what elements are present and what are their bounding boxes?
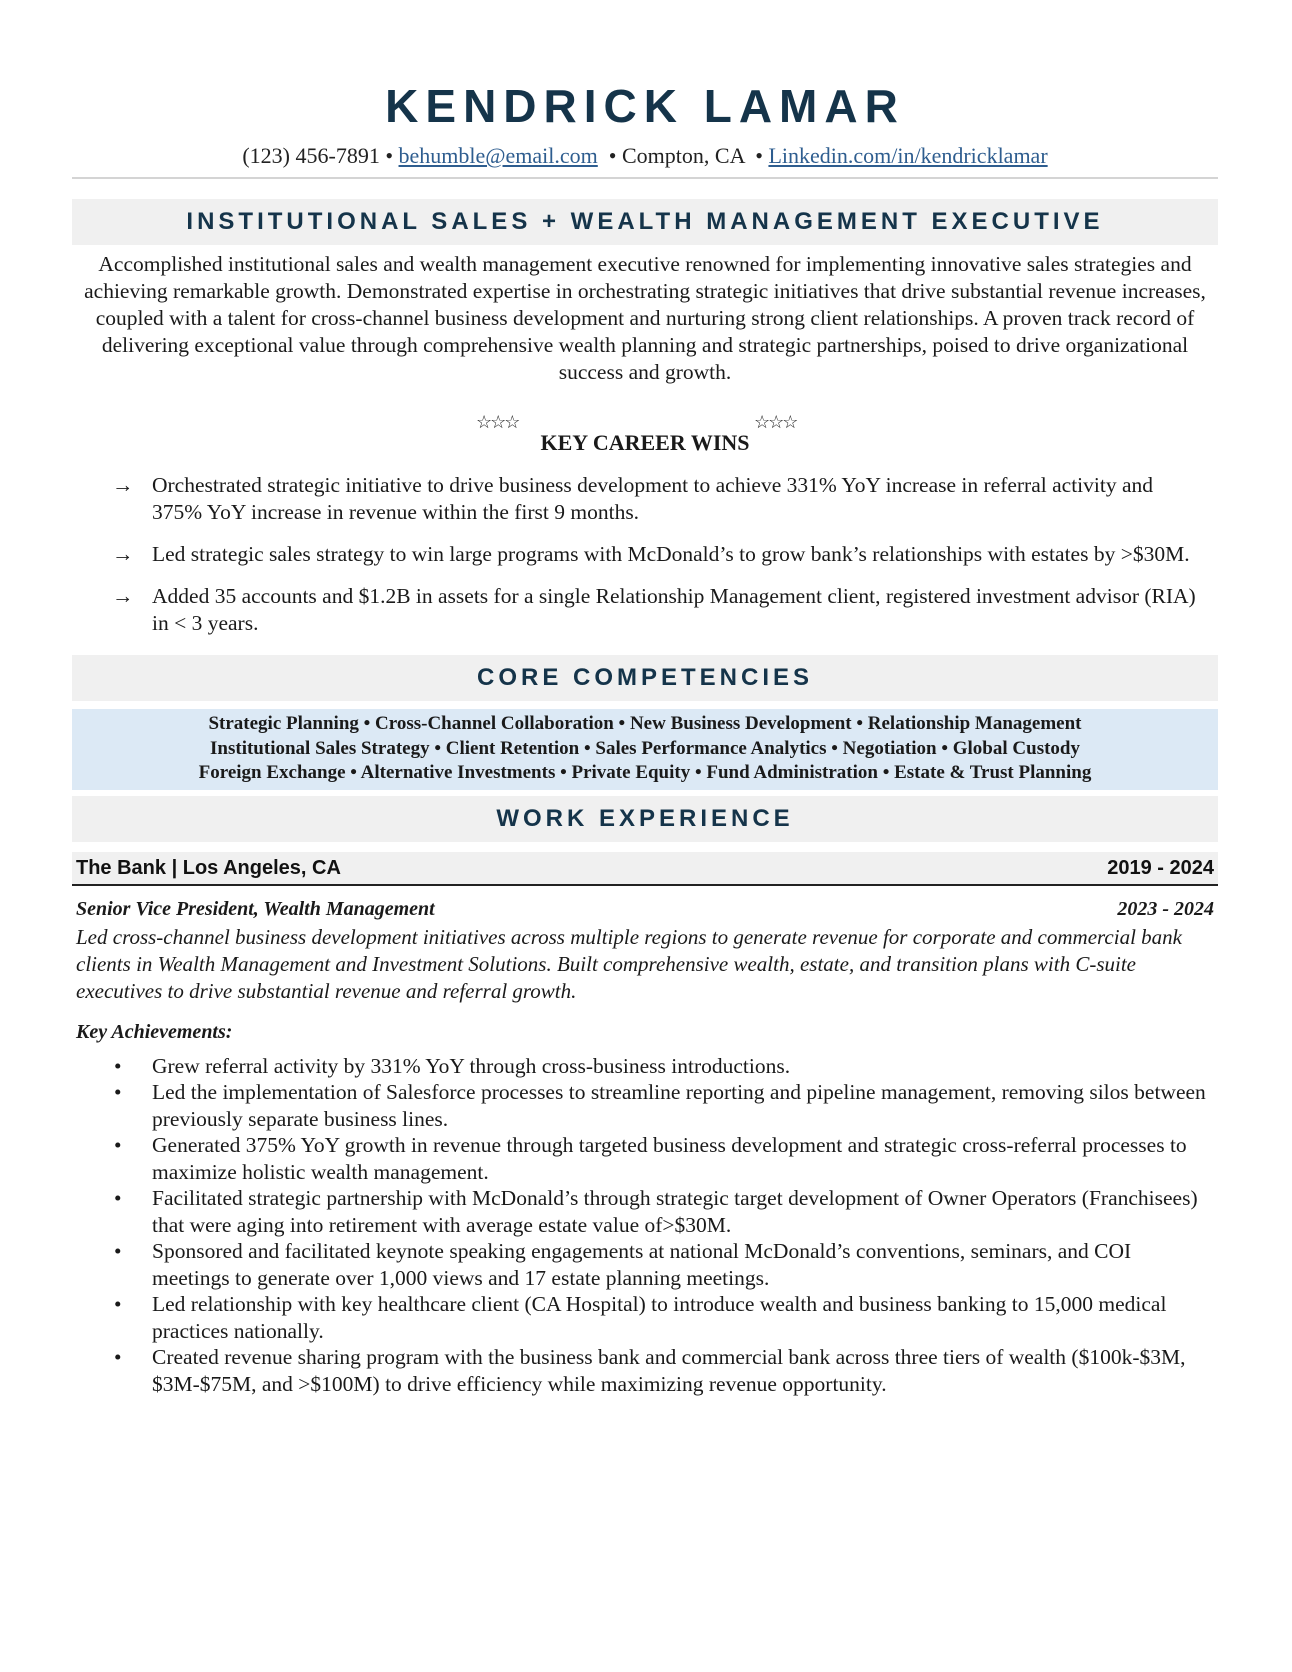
list-item [72, 1344, 1218, 1397]
employer: The Bank | Los Angeles, CA [76, 856, 341, 879]
contact-line [72, 142, 1218, 170]
arrow-icon: → [112, 542, 134, 566]
list-item-text: Generated 375% YoY growth in revenue through targeted business development and strategic cross-referral processes to maximize holistic wealth management. [152, 1133, 1187, 1184]
bullet-icon: • [114, 1345, 122, 1369]
list-item [72, 1291, 1218, 1344]
work-experience-heading: WORK EXPERIENCE [72, 796, 1218, 842]
list-item-text: Added 35 accounts and $1.2B in assets for a single Relationship Management client, registered investment advisor (RIA) in < 3 years. [152, 584, 1196, 635]
list-item [72, 583, 1218, 637]
bullet-icon: • [114, 1133, 122, 1157]
list-item [72, 541, 1218, 568]
list-item-text: Sponsored and facilitated keynote speaking engagements at national McDonald’s conventions, seminars, and COI meetings to generate over 1,000 views and 17 estate planning meetings. [152, 1239, 1132, 1290]
competency-line: Institutional Sales Strategy • Client Retention • Sales Performance Analytics • Negotiation • Global Custody [210, 737, 1080, 759]
list-item [72, 1238, 1218, 1291]
linkedin-link[interactable]: Linkedin.com/in/kendricklamar [768, 143, 1048, 168]
list-item-text: Led relationship with key healthcare client (CA Hospital) to introduce wealth and business banking to 15,000 medical practices nationally. [152, 1292, 1167, 1343]
stars-icon: ☆☆☆ [754, 412, 797, 433]
list-item [72, 1185, 1218, 1238]
list-item [72, 1079, 1218, 1132]
candidate-name: KENDRICK LAMAR [385, 80, 905, 132]
achievements-label: Key Achievements: [76, 1020, 233, 1043]
list-item [72, 472, 1218, 526]
list-item-text: Led the implementation of Salesforce processes to streamline reporting and pipeline management, removing silos between previously separate business lines. [152, 1080, 1206, 1131]
role-description: Led cross-channel business development initiatives across multiple regions to generate revenue for corporate and commercial bank clients in Wealth Management and Investment Solutions. Built comprehensive wealth, estate, and transition plans with C-suite executives to drive substantial revenue and referral growth. [76, 924, 1182, 1003]
role-title: Senior Vice President, Wealth Management [76, 897, 435, 920]
career-wins-list [72, 472, 1218, 637]
list-item [72, 1132, 1218, 1185]
header-divider [72, 177, 1218, 179]
separator: • [385, 143, 394, 168]
arrow-icon: → [112, 584, 134, 608]
summary: Accomplished institutional sales and wealth management executive renowned for implementing innovative sales strategies and achieving remarkable growth. Demonstrated expertise in orchestrating strategic initiatives that drive substantial revenue increases, coupled with a talent for cross-channel business development and nurturing strong client relationships. A proven track record of delivering exceptional value through comprehensive wealth planning and strategic partnerships, poised to drive organizational success and growth. [84, 252, 1206, 384]
achievements-list [72, 1053, 1218, 1398]
list-item-text: Led strategic sales strategy to win large programs with McDonald’s to grow bank’s relationships with estates by >$30M. [152, 542, 1190, 566]
phone: (123) 456-7891 [242, 143, 380, 168]
career-wins-title: KEY CAREER WINS [540, 430, 750, 455]
role-row [72, 896, 1218, 922]
separator: • [608, 143, 617, 168]
employer-dates: 2019 - 2024 [1107, 856, 1214, 879]
resume-page [72, 0, 1218, 1397]
competencies-box [72, 709, 1218, 790]
list-item-text: Orchestrated strategic initiative to drive business development to achieve 331% YoY increase in referral activity and 375% YoY increase in revenue within the first 9 months. [152, 473, 1154, 524]
employer-row [72, 852, 1218, 886]
bullet-icon: • [114, 1186, 122, 1210]
list-item-text: Grew referral activity by 331% YoY through cross-business introductions. [152, 1053, 791, 1078]
stars-icon: ☆☆☆ [476, 412, 519, 433]
separator: • [755, 143, 763, 168]
role-dates: 2023 - 2024 [1117, 897, 1214, 920]
career-wins-heading [72, 412, 1218, 458]
core-competencies-heading: CORE COMPETENCIES [72, 655, 1218, 701]
competency-line: Strategic Planning • Cross-Channel Collaboration • New Business Development • Relationship Management [208, 713, 1082, 734]
arrow-icon: → [112, 473, 134, 497]
list-item-text: Facilitated strategic partnership with McDonald’s through strategic target development of Owner Operators (Franchisees) that were aging into retirement with average estate value of>$30M. [152, 1186, 1198, 1237]
bullet-icon: • [114, 1292, 122, 1316]
bullet-icon: • [114, 1080, 122, 1104]
location: Compton, CA [622, 143, 745, 168]
list-item-text: Created revenue sharing program with the business bank and commercial bank across three tiers of wealth ($100k-$3M, $3M-$75M, and >$100M) to drive efficiency while maximizing revenue opportunity. [152, 1345, 1186, 1396]
competency-line: Foreign Exchange • Alternative Investments • Private Equity • Fund Administration • Estate & Trust Planning [198, 762, 1092, 783]
bullet-icon: • [114, 1239, 122, 1263]
email-link[interactable]: behumble@email.com [398, 143, 598, 168]
professional-title: INSTITUTIONAL SALES + WEALTH MANAGEMENT EXECUTIVE [72, 199, 1218, 245]
list-item [72, 1053, 1218, 1080]
bullet-icon: • [114, 1053, 122, 1078]
